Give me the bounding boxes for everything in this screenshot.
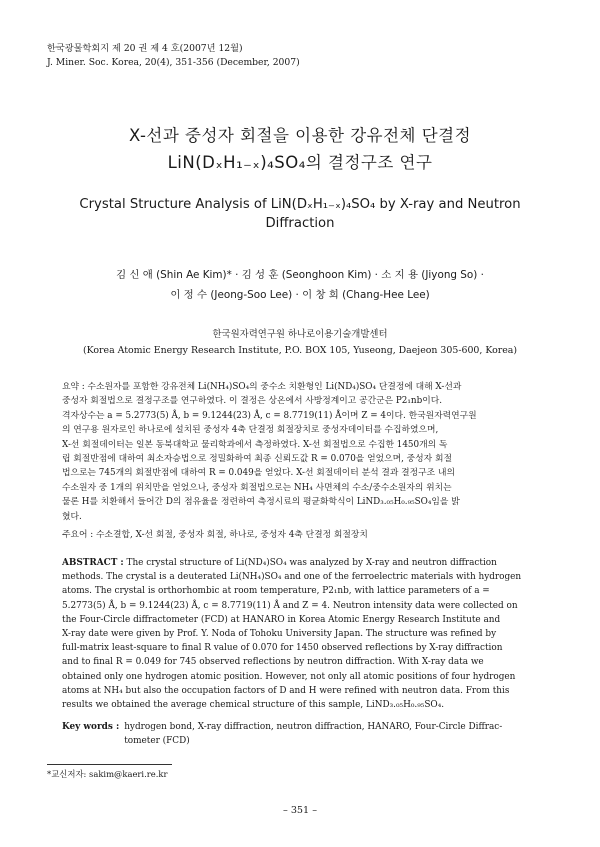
abstract-en-line: results we obtained the average chemical structure of this sample, LiND₃.₀₅H₀.₉₅SO₄. bbox=[62, 700, 445, 711]
abstract-en-line: X-ray date were given by Prof. Y. Noda of Tohoku University Japan. The structure was refined by bbox=[62, 629, 497, 640]
authors-line-2: 이 정 수 (Jeong-Soo Lee) · 이 창 희 (Chang-Hee Lee) bbox=[170, 289, 430, 301]
keywords-line-1: hydrogen bond, X-ray diffraction, neutron diffraction, HANARO, Four-Circle Diffrac- bbox=[124, 722, 503, 732]
journal-line-kr: 한국광물학회지 제 20 권 제 4 호(2007년 12월) bbox=[47, 43, 243, 54]
title-kr-line-2: LiN(DₓH₁₋ₓ)₄SO₄의 결정구조 연구 bbox=[167, 153, 433, 172]
abstract-en-line: obtained only one hydrogen atomic position. However, not only all atomic positions of four hydrogen bbox=[62, 671, 516, 682]
author-list bbox=[0, 265, 600, 305]
abstract-kr-line: 법으로는 745개의 회절반점에 대하여 R = 0.049을 얻었다. X-선 회절데이터 분석 결과 결정구조 내의 bbox=[62, 468, 455, 479]
abstract-kr-line: 물론 H를 치환해서 들어간 D의 점유율을 정련하여 측정시료의 평균화학식이 LiND₃.₀₅H₀.₉₅SO₄임을 밝 bbox=[62, 497, 460, 508]
affiliation bbox=[0, 327, 600, 359]
title-english bbox=[40, 195, 560, 233]
authors-line-1: 김 신 애 (Shin Ae Kim)* · 김 성 훈 (Seonghoon Kim) · 소 지 용 (Jiyong So) · bbox=[116, 269, 484, 281]
page-number: – 351 – bbox=[282, 805, 317, 816]
keywords-values bbox=[119, 720, 540, 748]
affiliation-kr: 한국원자력연구원 하나로이용기술개발센터 bbox=[212, 329, 388, 340]
journal-line-en: J. Miner. Soc. Korea, 20(4), 351-356 (December, 2007) bbox=[47, 57, 300, 68]
abstract-en-line: full-matrix least-square to final R value of 0.070 for 1450 observed reflections by X-ray diffraction bbox=[62, 643, 503, 654]
abstract-en-first-line bbox=[62, 556, 540, 570]
title-en-line-2: Diffraction bbox=[265, 216, 335, 231]
affiliation-en: (Korea Atomic Energy Research Institute, P.O. BOX 105, Yuseong, Daejeon 305-600, Korea) bbox=[82, 345, 518, 356]
abstract-kr-line: 혔다. bbox=[62, 511, 82, 522]
title-en-line-1: Crystal Structure Analysis of LiN(DₓH₁₋ₓ)₄SO₄ by X-ray and Neutron bbox=[79, 197, 521, 212]
abstract-korean bbox=[62, 380, 540, 524]
keywords-english bbox=[62, 720, 540, 748]
abstract-kr-line: 수소원자 중 1개의 위치만을 얻었으나, 중성자 회절법으로는 NH₄ 사면체의 수소/중수소원자의 위치는 bbox=[62, 482, 452, 493]
abstract-en-line: atoms at NH₄ but also the occupation factors of D and H were refined with neutron data. From this bbox=[62, 685, 510, 696]
footnote-corresponding-author: *교신저자: sakim@kaeri.re.kr bbox=[47, 769, 168, 779]
keywords-label: Key words : bbox=[62, 722, 120, 732]
abstract-en-line: methods. The crystal is a deuterated Li(NH₄)SO₄ and one of the ferroelectric materials with hydrogen bbox=[62, 572, 522, 583]
abstract-kr-line: 중성자 회절법으로 결정구조를 연구하였다. 이 결정은 상온에서 사방정계이고 공간군은 P2₁nb이다. bbox=[62, 396, 443, 407]
title-kr-line-1: X-선과 중성자 회절을 이용한 강유전체 단결정 bbox=[128, 126, 472, 145]
abstract-en-line: 5.2773(5) Å, b = 9.1244(23) Å, c = 8.7719(11) Å and Z = 4. Neutron intensity data were collected on bbox=[62, 600, 518, 611]
keywords-line-2: tometer (FCD) bbox=[124, 736, 190, 746]
journal-header bbox=[47, 42, 300, 70]
abstract-kr-line: 의 연구용 원자로인 하나로에 설치된 중성자 4축 단결정 회절장치로 중성자데이터를 수집하였으며, bbox=[62, 425, 439, 436]
abstract-kr-line: 립 회절반점에 대하여 최소자승법으로 정밀화하여 최종 신뢰도값 R = 0.070을 얻었으며, 중성자 회절 bbox=[62, 454, 452, 465]
abstract-en-line: and to final R = 0.049 for 745 observed reflections by neutron diffraction. With X-ray data we bbox=[62, 657, 484, 668]
title-korean bbox=[0, 122, 600, 176]
abstract-en-line: atoms. The crystal is orthorhombic at room temperature, P2₁nb, with lattice parameters of a = bbox=[62, 586, 490, 597]
footnote-divider bbox=[47, 764, 172, 765]
abstract-label: ABSTRACT : bbox=[62, 558, 124, 568]
abstract-english bbox=[62, 556, 540, 712]
abstract-kr-line: 요약 : 수소원자를 포함한 강유전체 Li(NH₄)SO₄의 중수소 치환형인 Li(ND₄)SO₄ 단결정에 대해 X-선과 bbox=[62, 382, 462, 392]
abstract-kr-line: 격자상수는 a = 5.2773(5) Å, b = 9.1244(23) Å, c = 8.7719(11) Å이며 Z = 4이다. 한국원자력연구원 bbox=[62, 410, 477, 421]
abstract-kr-line: X-선 회절데이터는 일본 동북대학교 물리학과에서 측정하였다. X-선 회절법으로 수집한 1450개의 독 bbox=[62, 439, 448, 450]
keywords-korean: 주요어 : 수소결합, X-선 회절, 중성자 회절, 하나로, 중성자 4축 단결정 회절장치 bbox=[62, 530, 368, 540]
abstract-en-line: The crystal structure of Li(ND₄)SO₄ was analyzed by X-ray and neutron diffraction bbox=[126, 558, 497, 568]
abstract-en-line: the Four-Circle diffractometer (FCD) at HANARO in Korea Atomic Energy Research Institute and bbox=[62, 614, 501, 625]
